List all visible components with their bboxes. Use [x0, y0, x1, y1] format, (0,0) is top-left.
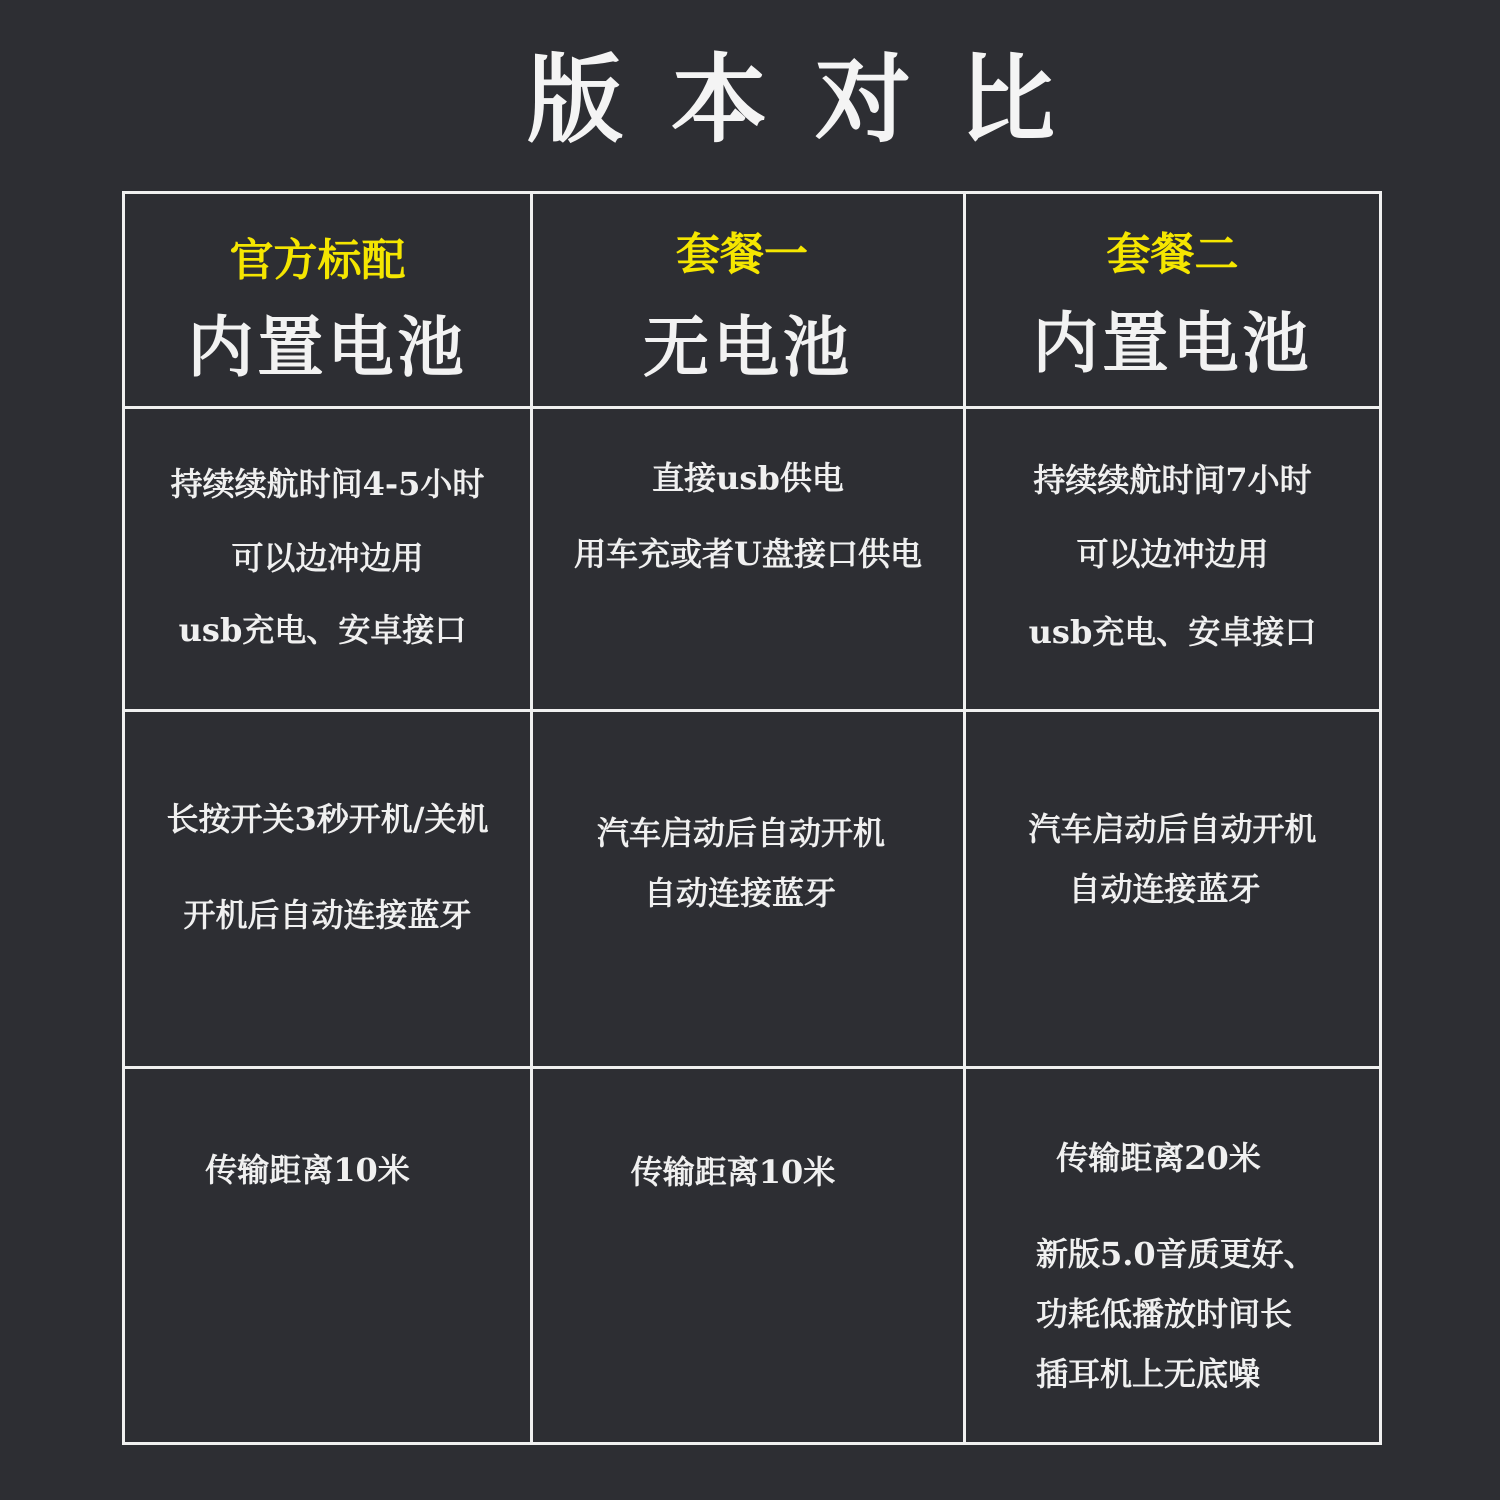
controls-cell-standard	[125, 712, 530, 1066]
column-name: 内置电池	[1032, 304, 1313, 382]
extra-line: 功耗低播放时间长	[1036, 1295, 1293, 1333]
feature-line: usb充电、安卓接口	[178, 611, 467, 649]
extra-line: 插耳机上无底噪	[1036, 1355, 1261, 1393]
extra-line: 传输距离20米	[1056, 1139, 1261, 1177]
header-cell-standard	[125, 194, 530, 406]
control-line: 开机后自动连接蓝牙	[183, 896, 472, 934]
feature-line: 持续续航时间7小时	[1033, 461, 1312, 499]
page-title: 版本对比	[527, 43, 1103, 156]
column-tag: 套餐一	[676, 229, 808, 280]
feature-line: 可以边冲边用	[231, 539, 424, 577]
feature-line: 直接usb供电	[652, 459, 844, 497]
controls-cell-package-two	[966, 712, 1379, 1066]
column-name: 无电池	[643, 308, 853, 386]
control-line: 自动连接蓝牙	[1068, 870, 1261, 908]
extras-cell-package-one	[533, 1069, 963, 1442]
feature-line: 用车充或者U盘接口供电	[574, 535, 922, 573]
extra-line: 传输距离10米	[205, 1151, 410, 1189]
column-tag: 套餐二	[1106, 229, 1239, 280]
feature-line: usb充电、安卓接口	[1028, 613, 1317, 651]
extra-line: 新版5.0音质更好、	[1036, 1235, 1316, 1273]
control-line: 自动连接蓝牙	[643, 874, 836, 912]
feature-line: 持续续航时间4-5小时	[170, 465, 485, 503]
column-name: 内置电池	[187, 308, 468, 386]
features-cell-package-one	[533, 409, 963, 709]
control-line: 汽车启动后自动开机	[596, 814, 885, 852]
control-line: 汽车启动后自动开机	[1028, 810, 1317, 848]
control-line: 长按开关3秒开机/关机	[166, 800, 489, 838]
controls-cell-package-one	[533, 712, 963, 1066]
header-cell-package-two	[966, 194, 1379, 406]
features-cell-package-two	[966, 409, 1379, 709]
features-cell-standard	[125, 409, 530, 709]
header-cell-package-one	[533, 194, 963, 406]
feature-line: 可以边冲边用	[1076, 535, 1269, 573]
extra-line: 传输距离10米	[630, 1153, 836, 1191]
column-tag: 官方标配	[229, 235, 406, 286]
extras-cell-standard	[125, 1069, 530, 1442]
comparison-table	[122, 191, 1382, 1445]
extras-cell-package-two	[966, 1069, 1379, 1442]
